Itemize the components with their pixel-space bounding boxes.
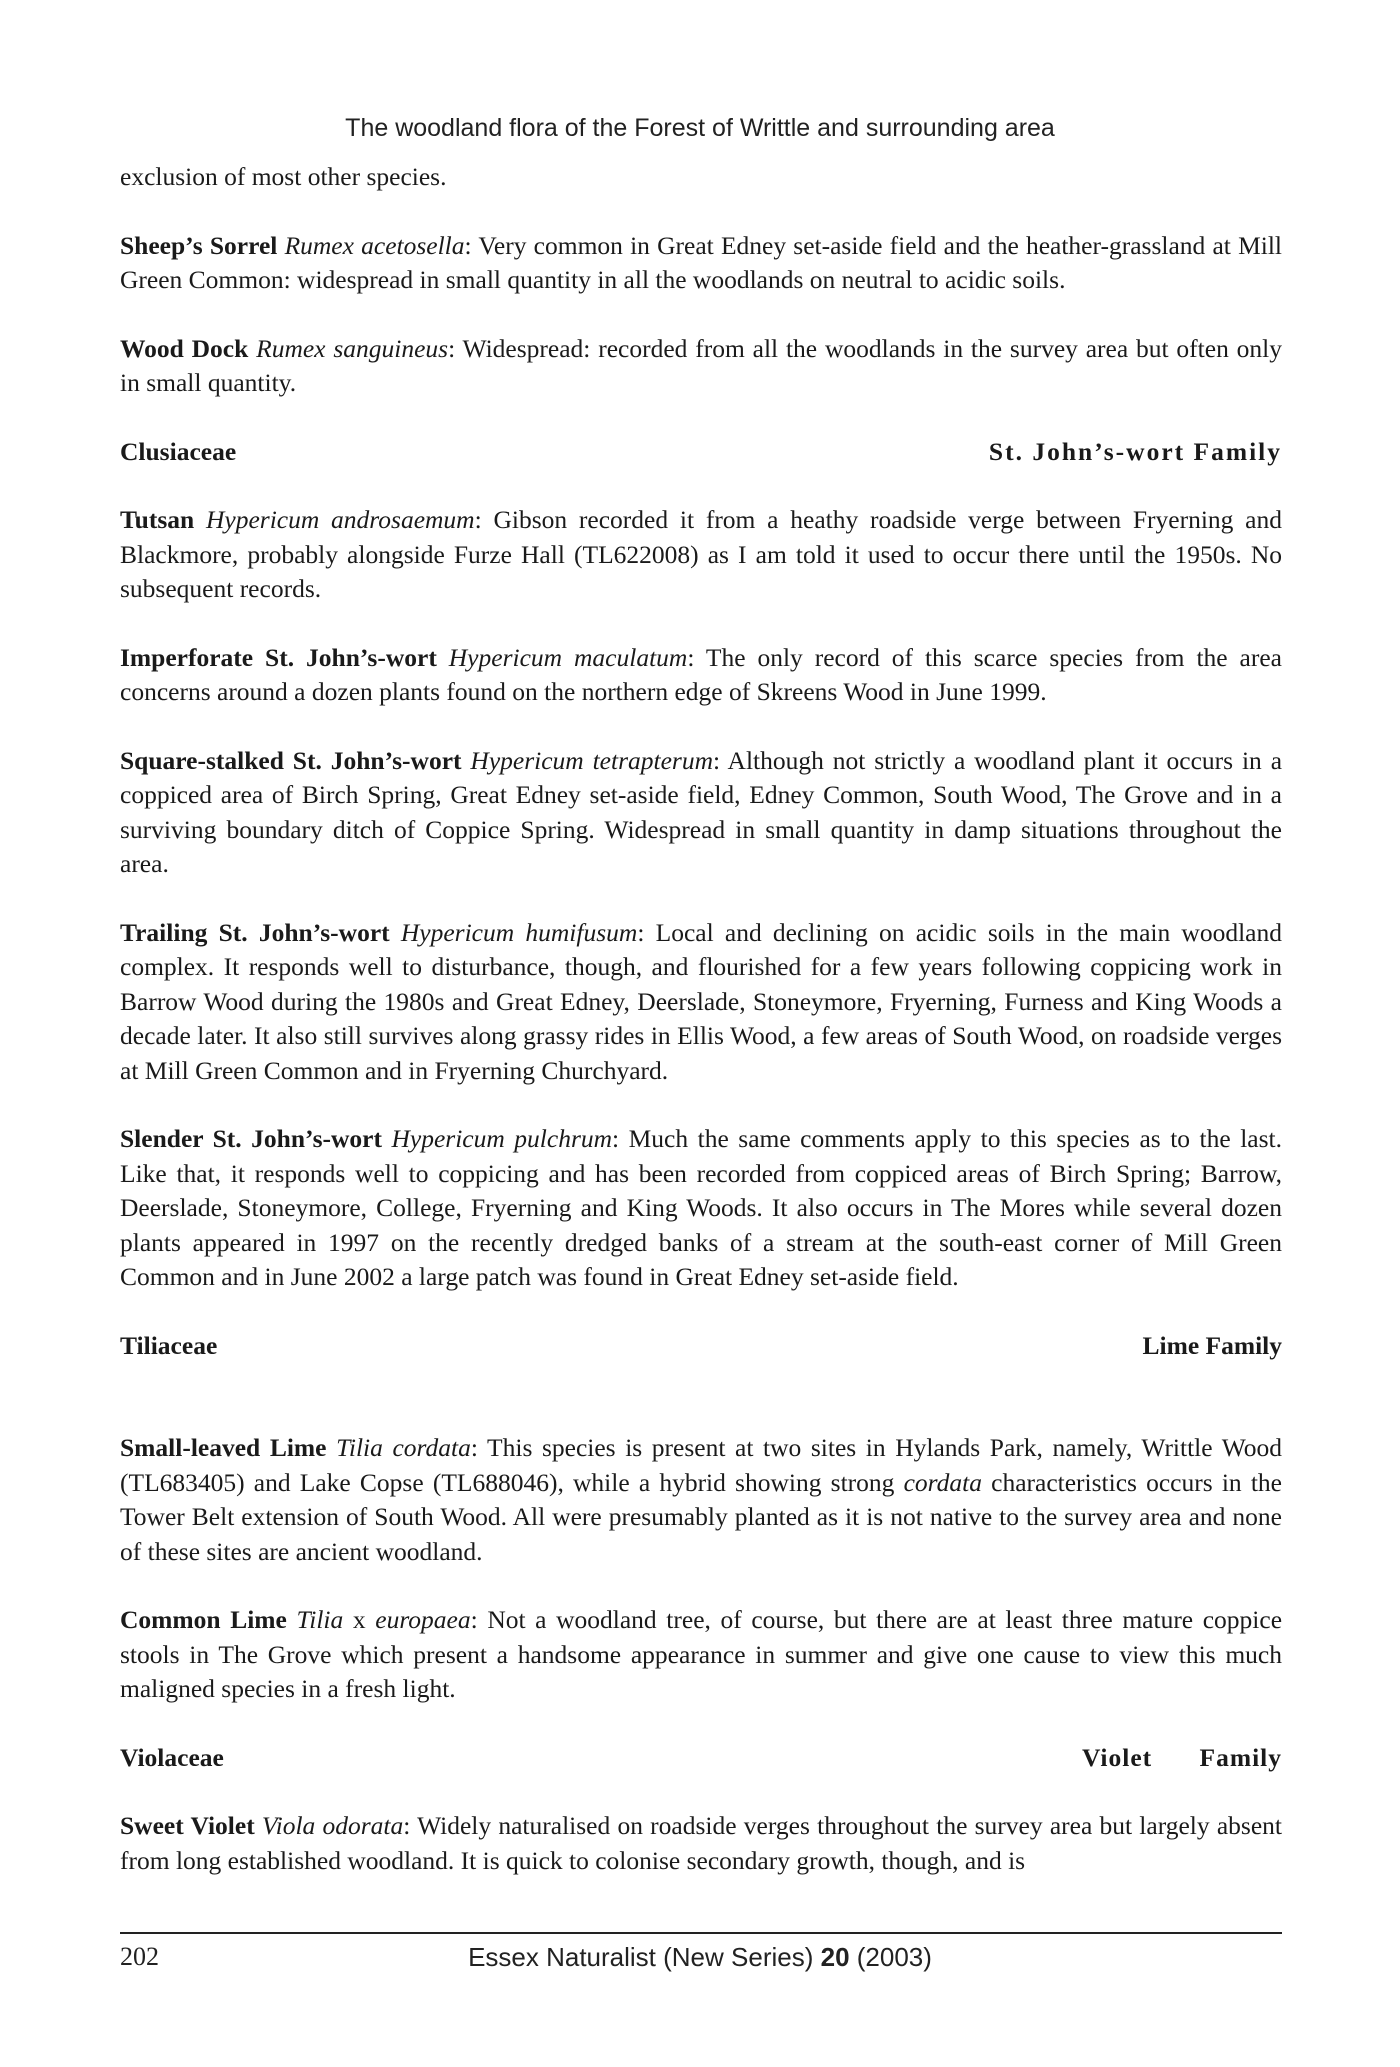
species-entry — [120, 1603, 1282, 1707]
common-name: Tutsan — [120, 505, 195, 534]
family-common-name: Lime Family — [1142, 1330, 1282, 1360]
entry-text: : The only record of this scarce species from the area concerns around a dozen plants found on the northern edge of Skreens Wood in June 1999. — [120, 642, 1282, 706]
species-entry — [120, 1809, 1282, 1878]
common-name: Slender St. John’s-wort — [120, 1124, 382, 1153]
family-name: Violaceae — [120, 1742, 224, 1772]
latin-name: Hypericum maculatum — [448, 642, 688, 672]
page-number: 202 — [120, 1942, 159, 1971]
running-head: The woodland flora of the Forest of Writtle and surrounding area — [345, 114, 1055, 142]
common-name: Sweet Violet — [120, 1811, 255, 1840]
common-name: Sheep’s Sorrel — [120, 230, 278, 260]
common-name: Common Lime — [120, 1605, 287, 1634]
family-common-name: Violet Family — [1081, 1742, 1282, 1772]
family-name: Clusiaceae — [120, 436, 237, 466]
latin-name: Viola odorata — [261, 1811, 404, 1840]
journal-volume: 20 — [820, 1942, 850, 1972]
italic-term: cordata — [903, 1467, 982, 1497]
common-name: Trailing St. John’s-wort — [120, 917, 390, 947]
family-heading — [120, 1329, 1282, 1364]
entry-text: : Very common in Great Edney set-aside field and the heather-grassland at Mill Green Common: widespread in small quantity in all the woodlands on neutral to acidic soils. — [120, 230, 1282, 294]
entry-text: : Much the same comments apply to this species as to the last. Like that, it responds well to coppicing and has been recorded from coppiced areas of Birch Spring; Barrow, Deerslade, Stoneymore, College, Fryerning and King Woods. It also occurs in The Mores while several dozen plants appeared in 1997 on the recently dredged banks of a stream at the south-east corner of Mill Green Common and in June 2002 a large patch was found in Great Edney set-aside field. — [120, 1124, 1283, 1291]
entry-text: : This species is present at two sites in Hylands Park, namely, Writtle Wood (TL683405) and Lake Copse (TL688046), while a hybrid showing strong — [120, 1433, 1282, 1497]
family-heading — [120, 1741, 1282, 1776]
family-heading — [120, 435, 1282, 470]
species-entry — [120, 916, 1282, 1089]
species-entry — [120, 1122, 1282, 1295]
latin-species: europaea — [375, 1605, 471, 1634]
latin-name: Hypericum humifusum — [400, 917, 638, 947]
common-name: Wood Dock — [120, 333, 249, 363]
latin-name: Rumex acetosella — [284, 230, 465, 260]
common-name: Square-stalked St. John’s-wort — [120, 745, 462, 775]
latin-name: Hypericum tetrapterum — [470, 745, 713, 775]
common-name: Small-leaved Lime — [120, 1433, 327, 1462]
entry-text: : Local and declining on acidic soils in the main woodland complex. It responds well to disturbance, though, and flourished for a few years following coppicing work in Barrow Wood during the 1980s and Great Edney, Deerslade, Stoneymore, Fryerning, Furness and King Woods a decade later. It also still survives along grassy rides in Ellis Wood, a few areas of South Wood, on roadside verges at Mill Green Common and in Fryerning Churchyard. — [120, 917, 1283, 1085]
latin-genus: Tilia — [296, 1605, 344, 1634]
species-entry — [120, 1431, 1282, 1569]
intro-fragment: exclusion of most other species. — [120, 162, 447, 191]
latin-name: Hypericum pulchrum — [391, 1124, 613, 1153]
entry-text: : Widely naturalised on roadside verges throughout the survey area but largely absent from long established woodland. It is quick to colonise secondary growth, though, and is — [120, 1811, 1282, 1875]
family-name: Tiliaceae — [120, 1330, 218, 1360]
footer-rule — [120, 1932, 1282, 1934]
hybrid-sign: x — [343, 1605, 376, 1634]
entry-text: : Widespread: recorded from all the woodlands in the survey area but often only in small quantity. — [120, 333, 1282, 397]
species-entry — [120, 641, 1282, 710]
entry-text: characteristics occurs in the Tower Belt extension of South Wood. All were presumably planted as it is not native to the survey area and none of these sites are ancient woodland. — [120, 1467, 1282, 1566]
entry-text: : Gibson recorded it from a heathy roadside verge between Fryerning and Blackmore, probably alongside Furze Hall (TL622008) as I am told it used to occur there until the 1950s. No subsequent records. — [120, 505, 1283, 603]
species-entry — [120, 503, 1282, 607]
species-entry — [120, 229, 1282, 298]
latin-name: Tilia cordata — [336, 1433, 471, 1462]
common-name: Imperforate St. John’s-wort — [120, 642, 437, 672]
page-body — [120, 160, 1282, 1878]
entry-text: : Although not strictly a woodland plant it occurs in a coppiced area of Birch Spring, Great Edney set-aside field, Edney Common, South Wood, The Grove and in a surviving boundary ditch of Coppice Spring. Widespread in small quantity in damp situations throughout the area. — [120, 745, 1283, 878]
journal-citation — [0, 1942, 1400, 1973]
entry-text: : Not a woodland tree, of course, but there are at least three mature coppice stools in The Grove which present a handsome appearance in summer and give one cause to view this much maligned species in a fresh light. — [120, 1605, 1283, 1703]
species-entry — [120, 744, 1282, 882]
latin-name: Rumex sanguineus — [256, 333, 449, 363]
latin-name: Hypericum androsaemum — [205, 505, 475, 534]
journal-year: (2003) — [849, 1942, 932, 1972]
journal-title: Essex Naturalist (New Series) — [468, 1942, 821, 1972]
species-entry — [120, 332, 1282, 401]
family-common-name: St. John’s-wort Family — [988, 436, 1282, 466]
